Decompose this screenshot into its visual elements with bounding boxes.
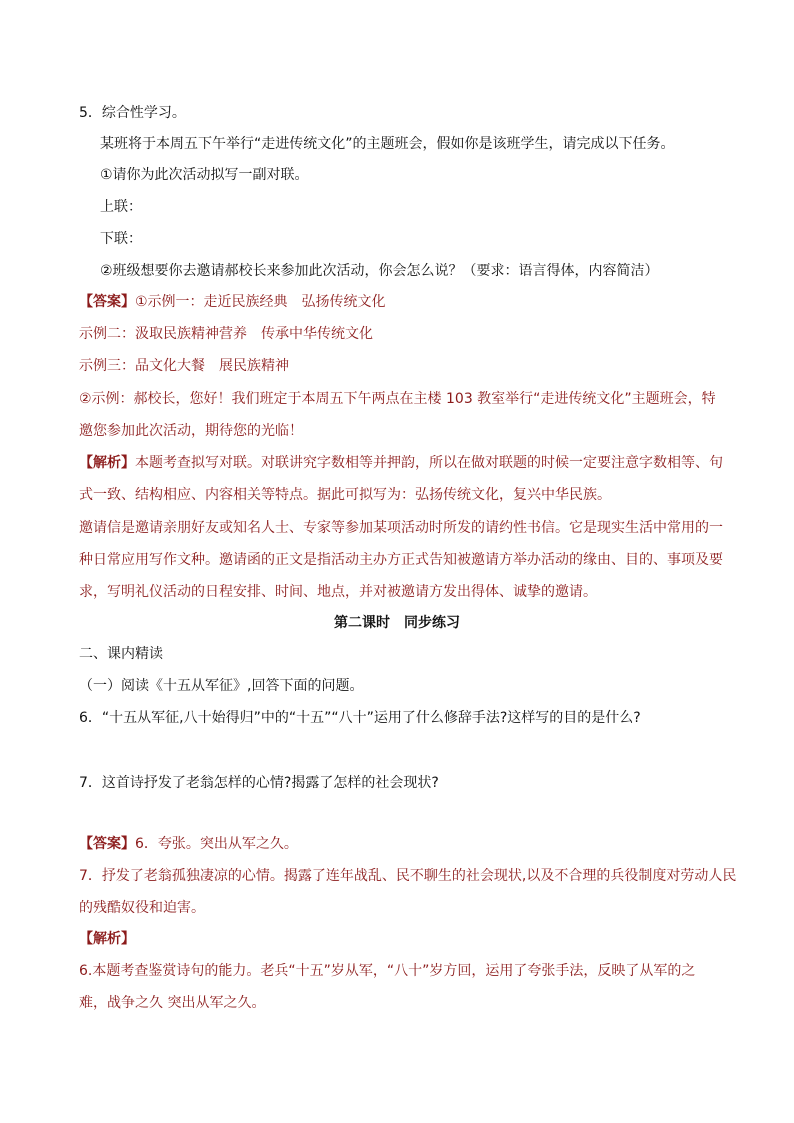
analysis-1-line3: 邀请信是邀请亲朋好友或知名人士、专家等参加某项活动时所发的请约性书信。它是现实生活中常用的一: [79, 520, 723, 536]
answer-tag: 【答案】: [79, 836, 135, 852]
analysis-2-line2: 难，战争之久 突出从军之久。: [79, 995, 266, 1011]
answer-2-line3: 的残酷奴役和迫害。: [79, 900, 205, 916]
answer-1-line2: 示例二：汲取民族精神营养 传承中华传统文化: [79, 326, 373, 342]
analysis-2-tag-line: [79, 929, 734, 949]
answer-1-line3: 示例三：品文化大餐 展民族精神: [79, 358, 289, 374]
lesson-heading: 第二课时 同步练习: [334, 615, 460, 631]
upper-couplet-label: 上联：: [100, 199, 142, 215]
analysis-1-line4: 种日常应用写作文种。邀请函的正文是指活动主办方正式告知被邀请方举办活动的缘由、目的、事项及要: [79, 552, 723, 568]
part-heading: 二、课内精读: [79, 646, 163, 662]
reading-instruction: （一）阅读《十五从军征》,回答下面的问题。: [79, 678, 364, 694]
answer-1-line5: 邀您参加此次活动，期待您的光临！: [79, 423, 303, 439]
answer-1-line4: ②示例：郝校长，您好！我们班定于本周五下午两点在主楼 103 教室举行“走进传统文化”主题班会，特: [79, 391, 716, 407]
question-5-intro: 某班将于本周五下午举行“走进传统文化”的主题班会，假如你是该班学生，请完成以下任务。: [100, 136, 675, 152]
analysis-1-line5: 求，写明礼仪活动的日程安排、时间、地点，并对被邀请方发出得体、诚挚的邀请。: [79, 584, 597, 600]
analysis-1-line2: 式一致、结构相应、内容相关等特点。据此可拟写为：弘扬传统文化，复兴中华民族。: [79, 487, 611, 503]
analysis-tag: 【解析】: [79, 455, 135, 471]
answer-tag: 【答案】: [79, 294, 135, 310]
lower-couplet-label: 下联：: [100, 231, 142, 247]
analysis-1-line1: 【解析】本题考查拟写对联。对联讲究字数相等并押韵，所以在做对联题的时候一定要注意字数相等、句: [79, 455, 723, 471]
analysis-tag: 【解析】: [79, 931, 135, 947]
question-6: 6．“十五从军征,八十始得归”中的“十五”“八十”运用了什么修辞手法?这样写的目的是什么?: [79, 710, 641, 726]
question-7: 7．这首诗抒发了老翁怎样的心情?揭露了怎样的社会现状?: [79, 775, 439, 791]
task-1: ①请你为此次活动拟写一副对联。: [100, 167, 309, 183]
answer-2-line2: 7．抒发了老翁孤独凄凉的心情。揭露了连年战乱、民不聊生的社会现状,以及不合理的兵役制度对劳动人民: [79, 868, 737, 884]
task-2: ②班级想要你去邀请郝校长来参加此次活动，你会怎么说？（要求：语言得体，内容简洁）: [100, 263, 659, 279]
answer-2-line1: 【答案】6．夸张。突出从军之久。: [79, 836, 298, 852]
answer-1-line1: 【答案】①示例一：走近民族经典 弘扬传统文化: [79, 294, 386, 310]
analysis-2-line1: 6.本题考查鉴赏诗句的能力。老兵“十五”岁从军，“八十”岁方回，运用了夸张手法，反映了从军的之: [79, 963, 696, 979]
question-5-title: 5．综合性学习。: [79, 105, 186, 121]
